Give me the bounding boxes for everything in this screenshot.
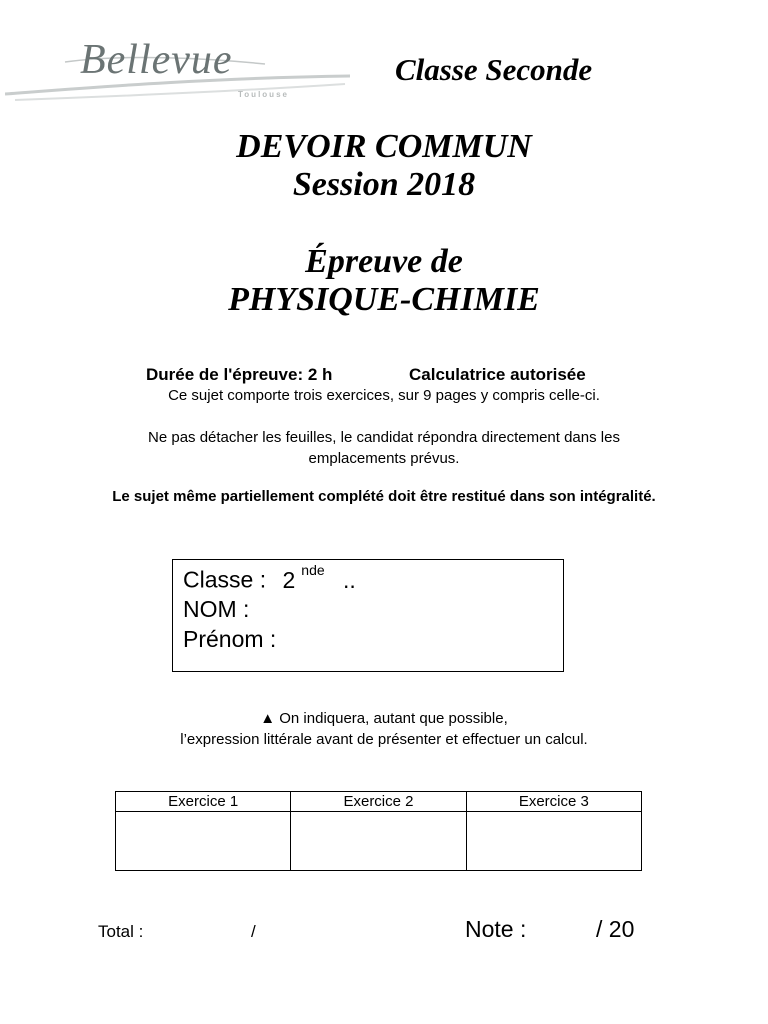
classe-superscript: nde	[301, 562, 325, 578]
total-label: Total :	[98, 922, 144, 941]
return-notice: Le sujet même partiellement complété doit être restitué dans son intégralité.	[112, 488, 656, 505]
logo-text: Bellevue	[80, 37, 233, 83]
grading-header-exercice-3: Exercice 3	[466, 792, 641, 812]
no-detach-text-1: Ne pas détacher les feuilles, le candidat répondra directement dans les	[148, 429, 620, 446]
grading-header-exercice-1: Exercice 1	[116, 792, 291, 812]
class-title: Classe Seconde	[395, 52, 593, 87]
calc-note-line-2: l’expression littérale avant de présenter et effectuer un calcul.	[180, 731, 588, 748]
student-info-box[interactable]	[172, 559, 564, 672]
note-max: / 20	[596, 916, 635, 942]
score-cell-exercice-1[interactable]	[116, 812, 291, 871]
grading-table-header-row	[116, 792, 642, 812]
no-detach-text-2: emplacements prévus.	[308, 450, 460, 467]
session-title: Session 2018	[292, 166, 476, 203]
score-cell-exercice-2[interactable]	[291, 812, 466, 871]
subject-line-2: PHYSIQUE-CHIMIE	[228, 281, 540, 318]
calculator-text: Calculatrice autorisée	[409, 365, 586, 384]
classe-value: 2	[282, 566, 296, 593]
total-slash: /	[251, 922, 256, 941]
classe-label: Classe :	[183, 566, 267, 593]
duration-text: Durée de l'épreuve: 2 h	[146, 365, 333, 384]
classe-dots: ..	[343, 566, 356, 593]
note-label: Note :	[465, 916, 527, 942]
classe-row	[183, 562, 356, 594]
score-cell-exercice-3[interactable]	[466, 812, 641, 871]
exam-title: DEVOIR COMMUN	[236, 128, 532, 165]
pages-text: Ce sujet comporte trois exercices, sur 9 pages y compris celle-ci.	[168, 387, 600, 404]
grading-table-score-row	[116, 812, 642, 871]
logo-subtitle: Toulouse	[238, 90, 289, 99]
prenom-label: Prénom :	[183, 626, 277, 652]
calc-note-line-1: ▲ On indiquera, autant que possible,	[260, 710, 508, 727]
grading-header-exercice-2: Exercice 2	[291, 792, 466, 812]
subject-line-1: Épreuve de	[305, 243, 463, 280]
nom-label: NOM :	[183, 596, 250, 622]
grading-table	[115, 791, 642, 871]
